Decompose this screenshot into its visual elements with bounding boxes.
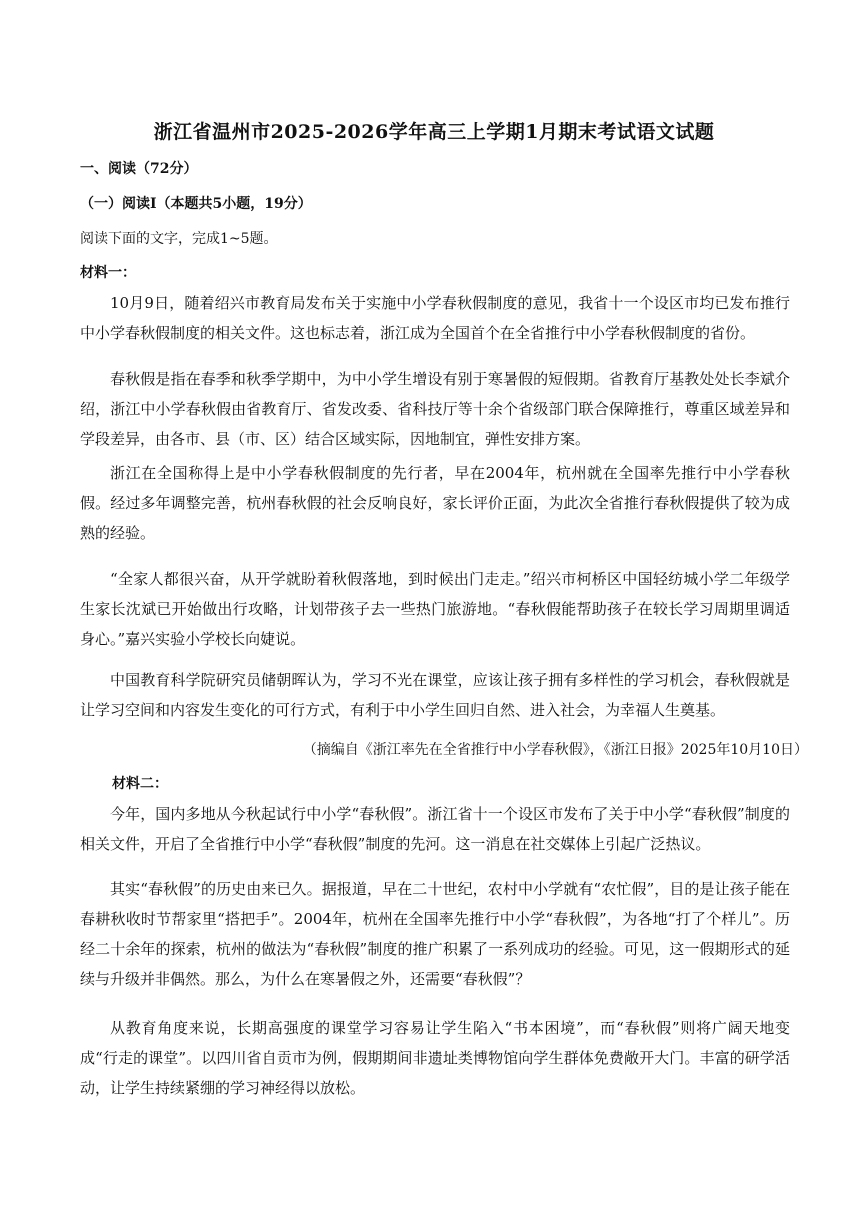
reading-instruction: 阅读下面的文字，完成1~5题。 (80, 231, 278, 247)
material-2-paragraph: 其实“春秋假”的历史由来已久。据报道，早在二十世纪，农村中小学就有“农忙假”，目的是让孩子能在春耕秋收时节帮家里“搭把手”。2004年，杭州在全国率先推行中小学“春秋假”，为各地“打了个样儿”。历经二十余年的探索，杭州的做法为“春秋假”制度的推广积累了一系列成功的经验。可见，这一假期形式的延续与升级并非偶然。那么，为什么在寒暑假之外，还需要“春秋假”？ (80, 880, 790, 988)
material-1-paragraph: 浙江在全国称得上是中小学春秋假制度的先行者，早在2004年，杭州就在全国率先推行中小学春秋假。经过多年调整完善，杭州春秋假的社会反响良好，家长评价正面，为此次全省推行春秋假提供了较为成熟的经验。 (80, 464, 790, 542)
subsection-heading-reading-1: （一）阅读Ⅰ（本题共5小题，19分） (80, 196, 312, 212)
section-heading-reading: 一、阅读（72分） (80, 161, 198, 177)
material-1-paragraph: 10月9日，随着绍兴市教育局发布关于实施中小学春秋假制度的意见，我省十一个设区市均已发布推行中小学春秋假制度的相关文件。这也标志着，浙江成为全国首个在全省推行中小学春秋假制度的省份。 (80, 294, 790, 342)
material-2-paragraph: 从教育角度来说，长期高强度的课堂学习容易让学生陷入“书本困境”，而“春秋假”则将广阔天地变成“行走的课堂”。以四川省自贡市为例，假期期间非遗址类博物馆向学生群体免费敞开大门。丰富的研学活动，让学生持续紧绷的学习神经得以放松。 (80, 1019, 790, 1097)
material-1-source-citation: （摘编自《浙江率先在全省推行中小学春秋假》，《浙江日报》2025年10月10日） (302, 742, 808, 758)
material-1-label: 材料一： (80, 265, 136, 281)
material-1-paragraph: 中国教育科学院研究员储朝晖认为，学习不光在课堂，应该让孩子拥有多样性的学习机会，春秋假就是让学习空间和内容发生变化的可行方式，有利于中小学生回归自然、进入社会，为幸福人生奠基。 (80, 671, 790, 719)
material-2-label: 材料二： (112, 776, 168, 792)
page-title: 浙江省温州市2025-2026学年高三上学期1月期末考试语文试题 (153, 121, 715, 143)
material-1-paragraph: 春秋假是指在春季和秋季学期中，为中小学生增设有别于寒暑假的短假期。省教育厅基教处处长李斌介绍，浙江中小学春秋假由省教育厅、省发改委、省科技厅等十余个省级部门联合保障推行，尊重区域差异和学段差异，由各市、县（市、区）结合区域实际，因地制宜，弹性安排方案。 (80, 370, 790, 448)
material-1-paragraph: “全家人都很兴奋，从开学就盼着秋假落地，到时候出门走走。”绍兴市柯桥区中国轻纺城小学二年级学生家长沈斌已开始做出行攻略，计划带孩子去一些热门旅游地。“春秋假能帮助孩子在较长学习周期里调适身心。”嘉兴实验小学校长向婕说。 (80, 570, 790, 648)
material-2-paragraph: 今年，国内多地从今秋起试行中小学“春秋假”。浙江省十一个设区市发布了关于中小学“春秋假”制度的相关文件，开启了全省推行中小学“春秋假”制度的先河。这一消息在社交媒体上引起广泛热议。 (80, 805, 790, 853)
